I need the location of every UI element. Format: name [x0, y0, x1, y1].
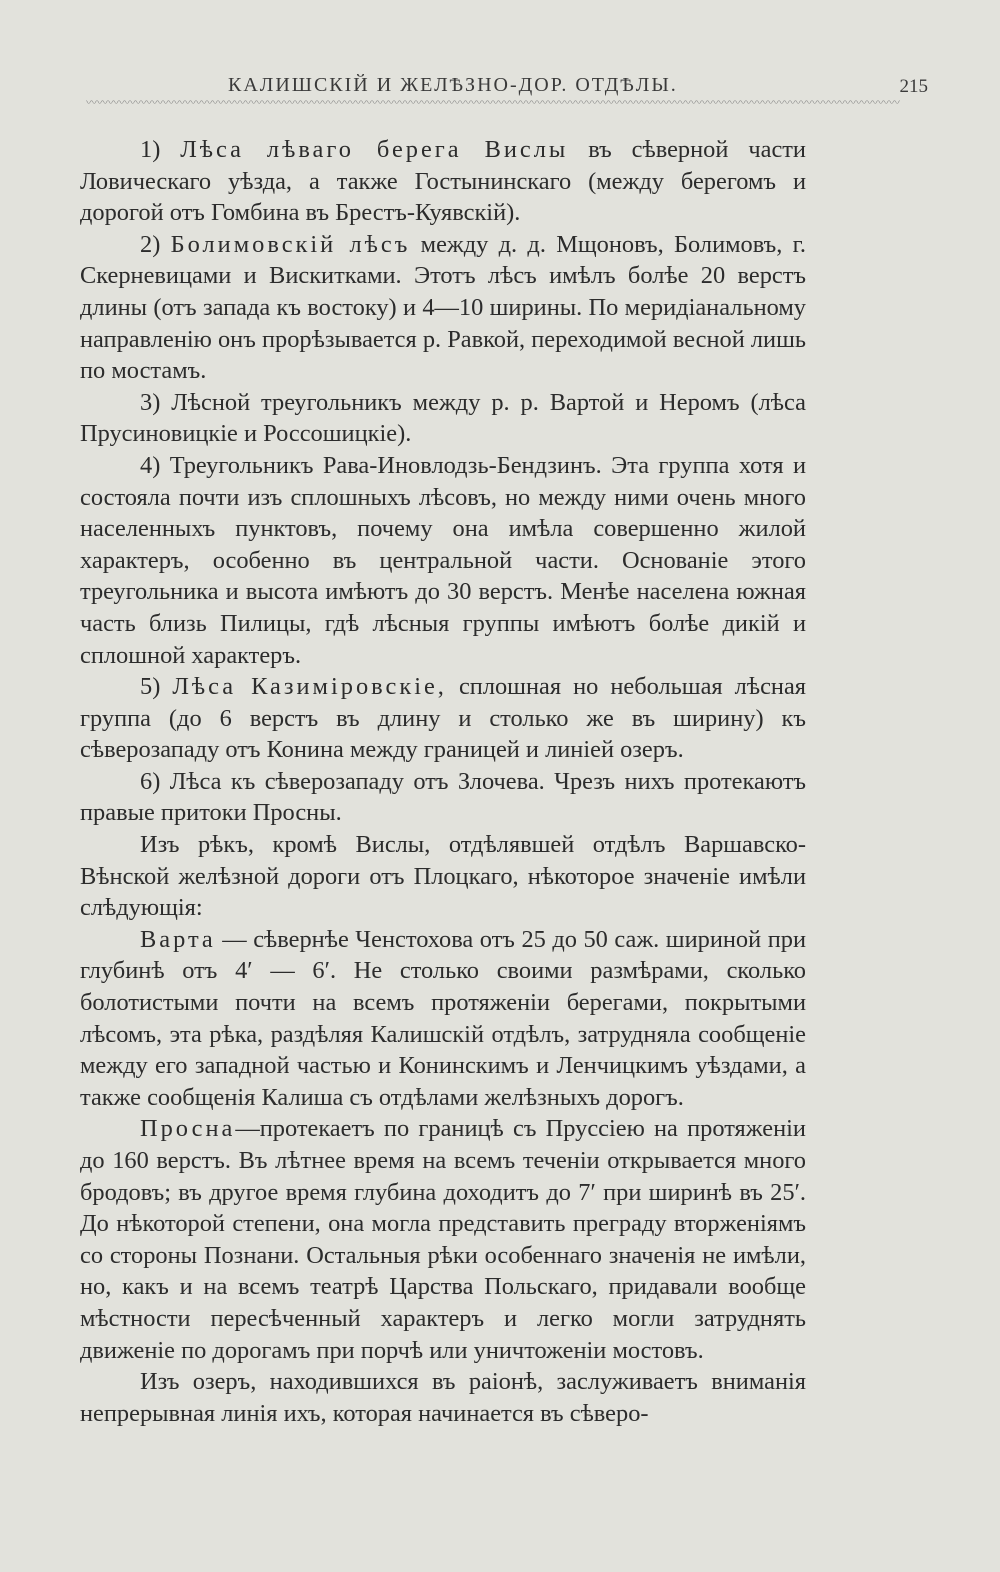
paragraph: 4) Треугольникъ Рава-Иновлодзь-Бендзинъ. Эта группа хотя и состояла почти изъ сплошныхъ лѣсовъ, но между ними очень много населенныхъ пунктовъ, почему она имѣла совершенно жилой характеръ, особенно въ центральной части. Основаніе этого треугольника и высота имѣютъ до 30 верстъ. Менѣе населена южная часть близь Пилицы, гдѣ лѣсныя группы имѣютъ болѣе дикій и сплошной характеръ. [80, 451, 806, 669]
emphasized-term: Лѣса лѣваго берега Вислы [180, 136, 569, 163]
page-number: 215 [899, 76, 928, 97]
emphasized-term: Лѣсной треугольникъ [171, 388, 402, 416]
paragraph: Варта — сѣвернѣе Ченстохова отъ 25 до 50 саж. шириной при глубинѣ отъ 4′ — 6′. Не столько своими размѣрами, сколько болотистыми почти на всемъ протяженіи берегами, покрытыми лѣсомъ, эта рѣка, раздѣляя Калишскій отдѣлъ, затрудняла сообщеніе между его западной частью и Конинскимъ и Ленчицкимъ уѣздами, а также сообщенія Калиша съ отдѣлами желѣзныхъ дорогъ. [80, 925, 806, 1111]
emphasized-term: Просна [140, 1115, 236, 1143]
paragraph: 2) Болимовскій лѣсъ между д. д. Мщоновъ, Болимовъ, г. Скерневицами и Вискитками. Этотъ лѣсъ имѣлъ болѣе 20 верстъ длины (отъ запада къ востоку) и 4—10 ширины. По меридіанальному направленію онъ прорѣзывается р. Равкой, переходимой весной лишь по мостамъ. [80, 230, 806, 385]
header-wavy-rule: 〰〰〰〰〰〰〰〰〰〰〰〰〰〰〰〰〰〰〰〰〰〰〰〰〰〰〰〰〰〰〰〰〰〰〰〰〰〰〰〰〰〰〰〰〰〰〰〰〰〰〰〰〰〰〰〰〰〰〰〰〰〰〰〰〰〰〰〰〰〰〰〰〰〰 [86, 98, 900, 108]
running-title: КАЛИШСКІЙ И ЖЕЛѢЗНО-ДОР. ОТДѢЛЫ. [228, 74, 678, 96]
paragraph: 6) Лѣса къ сѣверозападу отъ Злочева. Чрезъ нихъ протекаютъ правые притоки Просны. [80, 767, 806, 827]
emphasized-term: Варта [140, 925, 216, 953]
emphasized-term: Лѣса Казиміровскіе, [172, 673, 447, 701]
paragraph: 5) Лѣса Казиміровскіе, сплошная но небольшая лѣсная группа (до 6 верстъ въ длину и столько же въ ширину) къ сѣверозападу отъ Конина между границей и линіей озеръ. [80, 673, 806, 764]
body-text [80, 134, 806, 1429]
emphasized-term: Болимовскій лѣсъ [170, 230, 411, 258]
paragraph: Изъ озеръ, находившихся въ раіонѣ, заслуживаетъ вниманія непрерывная линія ихъ, которая начинается въ сѣверо- [80, 1368, 806, 1427]
emphasized-term: Треугольникъ Рава-Иновлодзь-Бендзинъ. [169, 451, 602, 479]
paragraph: 1) Лѣса лѣваго берега Вислы въ сѣверной части Ловическаго уѣзда, а также Гостынинскаго (между берегомъ и дорогой отъ Гомбина въ Брестъ-Куявскій). [80, 136, 806, 227]
paragraph: 3) Лѣсной треугольникъ между р. р. Вартой и Неромъ (лѣса Прусиновицкіе и Россошицкіе). [80, 388, 806, 448]
emphasized-term: Лѣса къ сѣверозападу отъ Злочева. [169, 767, 545, 795]
paragraph: Изъ рѣкъ, кромѣ Вислы, отдѣлявшей отдѣлъ Варшавско-Вѣнской желѣзной дороги отъ Плоцкаго, нѣкоторое значеніе имѣли слѣдующія: [80, 831, 806, 922]
paragraph: Просна—протекаетъ по границѣ съ Пруссіею на протяженіи до 160 верстъ. Въ лѣтнее время на всемъ теченіи открывается много бродовъ; въ другое время глубина доходитъ до 7′ при ширинѣ въ 25′. До нѣкоторой степени, она могла представить преграду вторженіямъ со стороны Познани. Остальныя рѣки особеннаго значенія не имѣли, но, какъ и на всемъ театрѣ Царства Польскаго, придавали вообще мѣстности пересѣченный характеръ и легко могли затруднять движеніе по дорогамъ при порчѣ или уничтоженіи мостовъ. [80, 1115, 806, 1364]
